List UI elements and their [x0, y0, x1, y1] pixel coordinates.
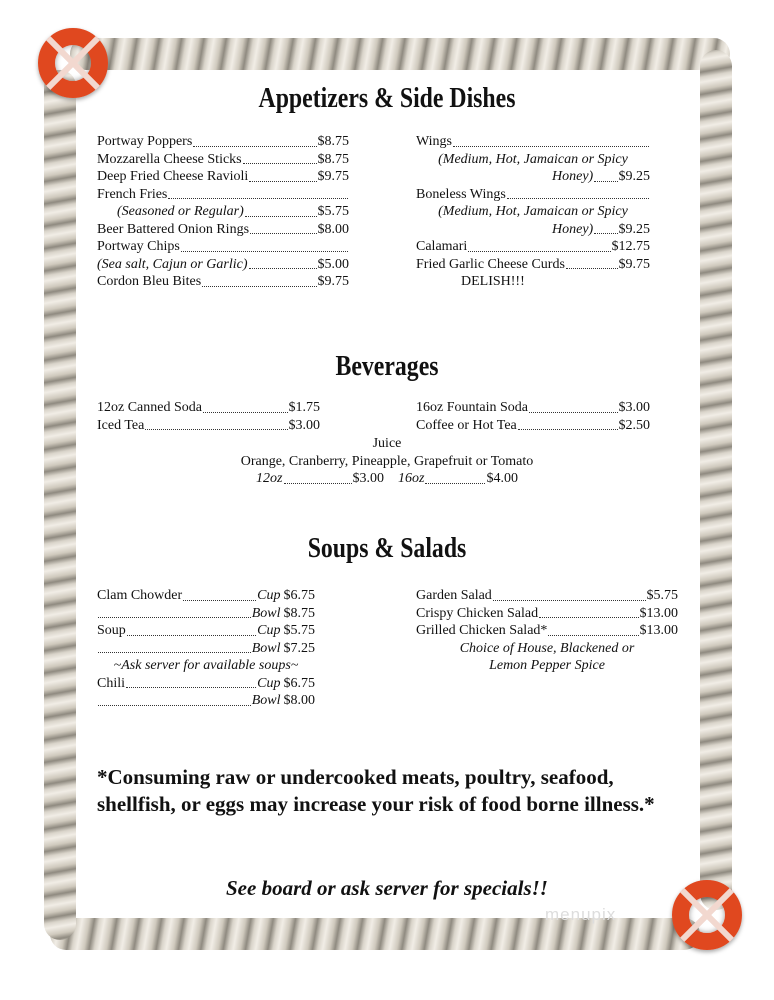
dot-leader: [594, 181, 617, 182]
menu-note-text: DELISH!!!: [461, 274, 525, 289]
menu-item: [97, 675, 315, 693]
item-name: Soup: [97, 623, 126, 638]
juice-prices: [0, 470, 774, 488]
dot-leader: [507, 198, 649, 199]
soups-left-column: [97, 587, 315, 710]
item-size: Bowl: [251, 693, 281, 708]
item-size: Bowl: [251, 605, 281, 621]
item-name: 16oz Fountain Soda: [416, 400, 528, 415]
item-price: $9.75: [317, 274, 349, 289]
dot-leader: [453, 146, 649, 147]
item-price: $9.25: [618, 169, 650, 184]
item-name: Crispy Chicken Salad: [416, 605, 539, 621]
menu-note: [416, 273, 650, 291]
dot-leader: [468, 251, 610, 252]
item-name: Calamari: [416, 239, 468, 254]
menu-note: [416, 203, 650, 221]
item-price: $5.75: [317, 204, 349, 219]
menu-item: [416, 221, 650, 239]
item-price: $8.75: [283, 605, 315, 621]
menu-item: [97, 203, 349, 221]
item-price: $9.25: [618, 221, 650, 237]
menu-note-text: ~Ask server for available soups~: [113, 658, 299, 673]
item-price: $5.75: [646, 588, 678, 603]
menu-item: [97, 273, 349, 291]
dot-leader: [127, 635, 256, 636]
menu-item: [416, 133, 650, 151]
item-name: Coffee or Hot Tea: [416, 417, 517, 433]
dot-leader: [243, 163, 317, 164]
menu-note: [97, 657, 315, 675]
item-name: Deep Fried Cheese Ravioli: [97, 169, 249, 184]
dot-leader: [98, 617, 251, 618]
appetizers-left-column: [97, 133, 349, 291]
appetizers-right-column: [416, 133, 650, 291]
item-price: $8.00: [317, 221, 349, 237]
menu-item: [416, 399, 650, 417]
item-size: Bowl: [251, 640, 281, 656]
dot-leader: [183, 600, 256, 601]
item-size: Cup: [257, 675, 281, 691]
juice-block: [0, 435, 774, 488]
item-size: Cup: [257, 623, 281, 638]
dot-leader: [284, 470, 352, 484]
item-name: Honey): [552, 221, 594, 237]
menu-item: [97, 133, 349, 151]
dot-leader: [249, 268, 317, 269]
item-name: Wings: [416, 134, 452, 149]
item-price: $8.75: [317, 134, 349, 149]
menu-item: [97, 221, 349, 239]
menu-item: [97, 256, 349, 274]
menu-note: [416, 640, 678, 658]
item-name: 12oz Canned Soda: [97, 400, 202, 415]
dot-leader: [548, 635, 638, 636]
item-name: Boneless Wings: [416, 186, 506, 202]
item-price: $9.75: [317, 169, 349, 184]
juice-title: Juice: [372, 436, 402, 451]
dot-leader: [493, 600, 646, 601]
menu-note-text: Choice of House, Blackened or: [459, 640, 635, 656]
item-price: $2.50: [618, 417, 650, 433]
rope-border-left: [44, 70, 76, 940]
dot-leader: [425, 470, 485, 484]
menu-item: [97, 587, 315, 605]
item-price: $8.75: [317, 151, 349, 167]
menu-item: [97, 417, 320, 435]
item-price: $7.25: [283, 640, 315, 656]
specials-note: See board or ask server for specials!!: [226, 876, 548, 900]
dot-leader: [250, 233, 316, 234]
menu-item: [97, 238, 349, 256]
item-name: (Seasoned or Regular): [117, 204, 244, 219]
item-price: $13.00: [639, 623, 678, 638]
item-name: Chili: [97, 675, 126, 691]
menu-note-text: Lemon Pepper Spice: [489, 658, 605, 673]
dot-leader: [529, 412, 618, 413]
menu-item: [416, 256, 650, 274]
menu-note: [416, 151, 650, 169]
menu-item: [97, 399, 320, 417]
food-safety-warning: *Consuming raw or undercooked meats, poultry, seafood, shellfish, or eggs may increase your risk of food borne illness.*: [97, 765, 655, 816]
dot-leader: [168, 198, 348, 199]
item-price: $1.75: [288, 400, 320, 415]
menu-note-text: (Medium, Hot, Jamaican or Spicy: [438, 204, 628, 219]
juice-price-large: $4.00: [486, 471, 518, 486]
menu-item: [97, 622, 315, 640]
dot-leader: [249, 181, 316, 182]
item-price: $3.00: [288, 417, 320, 433]
menu-item: [416, 186, 650, 204]
menu-item: [416, 168, 650, 186]
item-name: Grilled Chicken Salad*: [416, 623, 548, 638]
dot-leader: [594, 233, 617, 234]
menu-note-text: (Medium, Hot, Jamaican or Spicy: [438, 151, 628, 167]
section-title-appetizers: Appetizers & Side Dishes: [258, 82, 516, 114]
menu-item: [97, 692, 315, 710]
salads-right-column: [416, 587, 678, 675]
dot-leader: [566, 268, 618, 269]
rope-border-top: [70, 38, 730, 70]
item-name: Mozzarella Cheese Sticks: [97, 151, 242, 167]
menu-item: [416, 605, 678, 623]
item-name: Cordon Bleu Bites: [97, 274, 202, 289]
juice-flavors: Orange, Cranberry, Pineapple, Grapefruit or Tomato: [240, 453, 534, 469]
dot-leader: [518, 429, 618, 430]
menu-item: [97, 151, 349, 169]
item-price: $5.75: [283, 623, 315, 638]
dot-leader: [203, 412, 288, 413]
item-name: Clam Chowder: [97, 588, 183, 603]
dot-leader: [126, 687, 256, 688]
item-name: (Sea salt, Cajun or Garlic): [97, 256, 248, 272]
juice-price-small: $3.00: [352, 471, 384, 486]
dot-leader: [98, 705, 251, 706]
item-price: $8.00: [283, 693, 315, 708]
juice-size-large: 16oz: [398, 471, 425, 486]
menu-item: [97, 186, 349, 204]
dot-leader: [145, 429, 287, 430]
item-price: $12.75: [611, 239, 650, 254]
beverages-right-column: [416, 399, 650, 434]
menu-item: [97, 640, 315, 658]
item-price: $6.75: [283, 675, 315, 691]
item-name: Iced Tea: [97, 417, 145, 433]
item-price: $5.00: [317, 256, 349, 272]
dot-leader: [181, 251, 348, 252]
item-name: Honey): [552, 169, 594, 184]
item-name: Beer Battered Onion Rings: [97, 221, 250, 237]
menu-note: [416, 657, 678, 675]
item-price: $13.00: [639, 605, 678, 621]
item-price: $9.75: [618, 256, 650, 272]
item-price: $6.75: [283, 588, 315, 603]
watermark-logo: menupix: [545, 905, 617, 924]
menu-item: [97, 168, 349, 186]
beverages-left-column: [97, 399, 320, 434]
dot-leader: [539, 617, 638, 618]
section-title-soups-salads: Soups & Salads: [307, 532, 467, 564]
menu-item: [416, 587, 678, 605]
item-name: Portway Poppers: [97, 134, 193, 149]
item-name: Fried Garlic Cheese Curds: [416, 256, 565, 272]
dot-leader: [98, 652, 251, 653]
menu-item: [97, 605, 315, 623]
dot-leader: [202, 286, 316, 287]
dot-leader: [245, 216, 317, 217]
item-size: Cup: [257, 588, 281, 603]
juice-size-small: 12oz: [256, 471, 283, 486]
menu-item: [416, 622, 678, 640]
section-title-beverages: Beverages: [335, 350, 439, 382]
menu-item: [416, 238, 650, 256]
item-name: Garden Salad: [416, 588, 492, 603]
menu-item: [416, 417, 650, 435]
item-name: French Fries: [97, 186, 168, 202]
item-price: $3.00: [618, 400, 650, 415]
dot-leader: [193, 146, 316, 147]
item-name: Portway Chips: [97, 239, 180, 254]
